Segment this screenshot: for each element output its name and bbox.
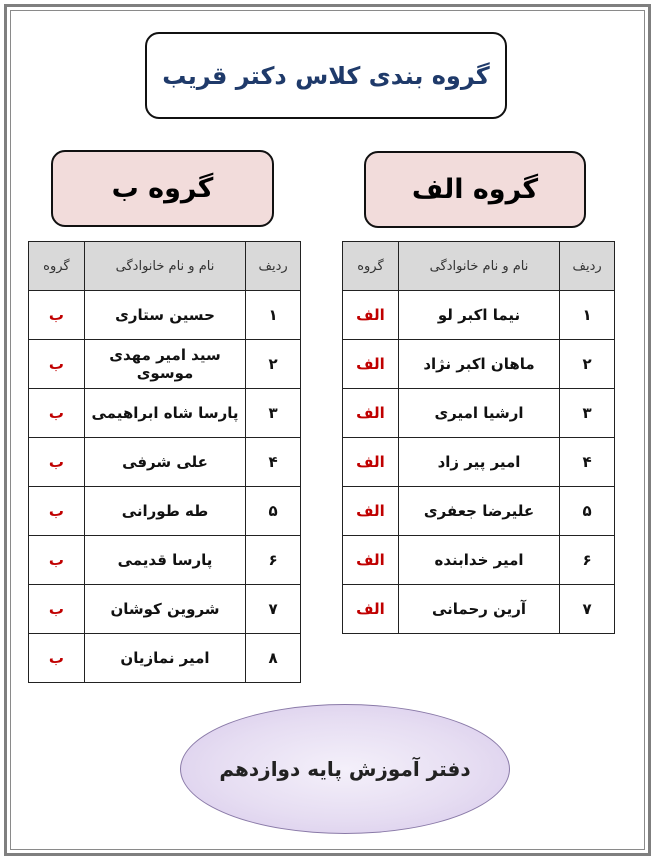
student-name: علی شرفی — [84, 438, 245, 487]
group-cell: الف — [343, 585, 399, 634]
row-number: ۲ — [246, 340, 301, 389]
table-row — [343, 389, 615, 438]
page-title: گروه بندی کلاس دکتر قریب — [162, 61, 490, 90]
table-row — [29, 487, 301, 536]
table-row — [343, 438, 615, 487]
student-name: امیر خدابنده — [398, 536, 559, 585]
group-cell: ب — [29, 585, 85, 634]
student-name: سید امیر مهدی موسوی — [84, 340, 245, 389]
header-group: گروه — [343, 242, 399, 291]
header-full-name: نام و نام خانوادگی — [84, 242, 245, 291]
row-number: ۴ — [246, 438, 301, 487]
group-cell: الف — [343, 536, 399, 585]
row-number: ۳ — [246, 389, 301, 438]
group-cell: الف — [343, 487, 399, 536]
table-row — [343, 585, 615, 634]
group-alef-label: گروه الف — [411, 174, 539, 205]
student-name: پارسا شاه ابراهیمی — [84, 389, 245, 438]
group-b-table — [28, 241, 301, 683]
group-cell: ب — [29, 291, 85, 340]
footer-label: دفتر آموزش پایه دوازدهم — [219, 757, 471, 781]
table-row — [343, 340, 615, 389]
group-cell: ب — [29, 536, 85, 585]
row-number: ۸ — [246, 634, 301, 683]
group-cell: ب — [29, 340, 85, 389]
student-name: طه طورانی — [84, 487, 245, 536]
student-name: شروین کوشان — [84, 585, 245, 634]
row-number: ۵ — [560, 487, 615, 536]
table-row — [29, 634, 301, 683]
group-b-heading — [51, 150, 274, 227]
row-number: ۱ — [246, 291, 301, 340]
table-row — [343, 291, 615, 340]
student-name: امیر نمازیان — [84, 634, 245, 683]
student-name: نیما اکبر لو — [398, 291, 559, 340]
row-number: ۶ — [560, 536, 615, 585]
group-cell: الف — [343, 438, 399, 487]
row-number: ۴ — [560, 438, 615, 487]
group-cell: ب — [29, 487, 85, 536]
group-alef-table — [342, 241, 615, 634]
table-row — [29, 340, 301, 389]
group-cell: ب — [29, 389, 85, 438]
row-number: ۷ — [560, 585, 615, 634]
student-name: آرین رحمانی — [398, 585, 559, 634]
table-header-row — [343, 242, 615, 291]
row-number: ۵ — [246, 487, 301, 536]
group-cell: ب — [29, 634, 85, 683]
group-cell: الف — [343, 291, 399, 340]
group-cell: الف — [343, 340, 399, 389]
header-group: گروه — [29, 242, 85, 291]
table-row — [343, 487, 615, 536]
table-row — [29, 536, 301, 585]
student-name: ارشیا امیری — [398, 389, 559, 438]
header-row-number: ردیف — [560, 242, 615, 291]
student-name: حسین ستاری — [84, 291, 245, 340]
row-number: ۶ — [246, 536, 301, 585]
group-b-label: گروه ب — [111, 173, 214, 204]
student-name: ماهان اکبر نژاد — [398, 340, 559, 389]
student-name: علیرضا جعفری — [398, 487, 559, 536]
student-name: امیر پیر زاد — [398, 438, 559, 487]
row-number: ۳ — [560, 389, 615, 438]
table-row — [29, 438, 301, 487]
header-full-name: نام و نام خانوادگی — [398, 242, 559, 291]
header-row-number: ردیف — [246, 242, 301, 291]
table-row — [29, 389, 301, 438]
group-cell: الف — [343, 389, 399, 438]
row-number: ۷ — [246, 585, 301, 634]
table-row — [29, 291, 301, 340]
title-box — [145, 32, 507, 119]
row-number: ۲ — [560, 340, 615, 389]
group-alef-heading — [364, 151, 586, 228]
group-cell: ب — [29, 438, 85, 487]
table-header-row — [29, 242, 301, 291]
student-name: پارسا قدیمی — [84, 536, 245, 585]
row-number: ۱ — [560, 291, 615, 340]
footer-oval — [180, 704, 510, 834]
table-row — [343, 536, 615, 585]
table-row — [29, 585, 301, 634]
